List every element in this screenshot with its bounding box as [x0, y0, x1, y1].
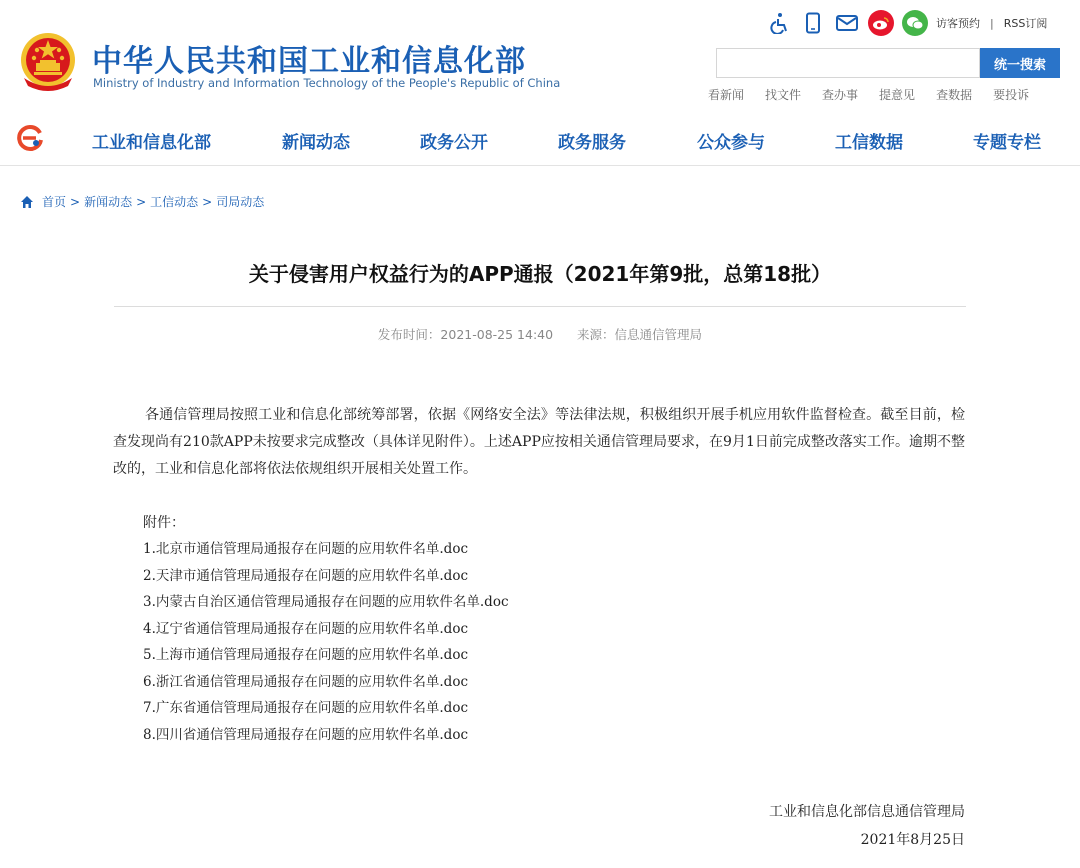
publish-time: 发布时间：2021-08-25 14:40: [377, 327, 554, 342]
quick-link-data[interactable]: 查数据: [936, 88, 973, 102]
article-body: 各通信管理局按照工业和信息化部统筹部署，依据《网络安全法》等法律法规，积极组织开展手机应用软件监督检查。截至目前，检查发现尚有210款APP未按要求完成整改（具体详见附件）。上述APP应按相关通信管理局要求，在9月1日前完成整改落实工作。逾期不整改的，工业和信息化部将依法依规组织开展相关处置工作。: [113, 407, 965, 477]
attachment-link[interactable]: 3.内蒙古自治区通信管理局通报存在问题的应用软件名单.doc: [143, 594, 509, 610]
attachment-link[interactable]: 7.广东省通信管理局通报存在问题的应用软件名单.doc: [143, 700, 469, 716]
nav-item-public-participation[interactable]: 公众参与: [697, 133, 765, 153]
breadcrumb-separator: >: [70, 194, 81, 209]
breadcrumb-industry-news[interactable]: 工信动态: [150, 195, 199, 209]
breadcrumb-news[interactable]: 新闻动态: [84, 195, 133, 209]
breadcrumb-separator: >: [136, 194, 147, 209]
ministry-logo-icon[interactable]: [16, 124, 44, 152]
nav-item-special-topics[interactable]: 专题专栏: [973, 133, 1041, 153]
search-button[interactable]: 统一搜索: [980, 48, 1060, 78]
mobile-phone-icon[interactable]: [800, 10, 826, 36]
quick-link-documents[interactable]: 找文件: [765, 88, 802, 102]
attachment-link[interactable]: 2.天津市通信管理局通报存在问题的应用软件名单.doc: [143, 567, 469, 584]
quick-link-complaint[interactable]: 要投诉: [993, 88, 1030, 102]
mail-icon[interactable]: [834, 10, 860, 36]
attachment-link[interactable]: 6.浙江省通信管理局通报存在问题的应用软件名单.doc: [143, 673, 469, 690]
quick-link-services[interactable]: 查办事: [822, 88, 859, 102]
attachment-link[interactable]: 5.上海市通信管理局通报存在问题的应用软件名单.doc: [143, 647, 469, 663]
nav-item-ministry[interactable]: 工业和信息化部: [92, 133, 211, 153]
rss-link[interactable]: RSS订阅: [1003, 17, 1048, 30]
article-source: 来源：信息通信管理局: [577, 327, 703, 342]
breadcrumb-separator: >: [202, 194, 213, 209]
quick-link-feedback[interactable]: 提意见: [879, 88, 916, 102]
issue-date: 2021年8月25日: [860, 832, 965, 848]
main-nav: [0, 112, 1080, 166]
top-toolbar: [766, 10, 1047, 36]
nav-item-open-government[interactable]: 政务公开: [420, 133, 488, 153]
nav-item-data[interactable]: 工信数据: [835, 133, 903, 153]
breadcrumb-bureau-news[interactable]: 司局动态: [216, 195, 265, 209]
site-subtitle: Ministry of Industry and Information Technology of the People's Republic of China: [93, 76, 561, 90]
quick-links: [708, 86, 1029, 103]
site-header: [0, 0, 1080, 112]
attachments-label: 附件：: [143, 515, 185, 531]
attachment-list: [143, 536, 509, 748]
search-input[interactable]: [716, 48, 980, 78]
accessibility-icon[interactable]: [766, 10, 792, 36]
attachment-link[interactable]: 4.辽宁省通信管理局通报存在问题的应用软件名单.doc: [143, 620, 469, 637]
home-icon[interactable]: [20, 195, 34, 209]
toolbar-separator: |: [990, 16, 994, 30]
visitor-booking-link[interactable]: 访客预约: [936, 17, 980, 30]
title-divider: [114, 306, 966, 307]
quick-link-news[interactable]: 看新闻: [708, 88, 745, 102]
wechat-icon[interactable]: [902, 10, 928, 36]
national-emblem-icon[interactable]: [18, 30, 78, 92]
breadcrumb-home[interactable]: 首页: [42, 195, 67, 209]
issuer-signature: 工业和信息化部信息通信管理局: [769, 804, 965, 820]
article-meta: [0, 325, 1080, 343]
weibo-icon[interactable]: [868, 10, 894, 36]
attachment-link[interactable]: 1.北京市通信管理局通报存在问题的应用软件名单.doc: [143, 541, 469, 557]
site-title[interactable]: 中华人民共和国工业和信息化部: [92, 44, 526, 79]
article-title: 关于侵害用户权益行为的APP通报（2021年第9批，总第18批）: [248, 262, 832, 286]
nav-item-government-services[interactable]: 政务服务: [558, 133, 626, 153]
nav-item-news[interactable]: 新闻动态: [282, 133, 350, 153]
breadcrumb: [20, 193, 264, 210]
attachment-link[interactable]: 8.四川省通信管理局通报存在问题的应用软件名单.doc: [143, 726, 469, 743]
